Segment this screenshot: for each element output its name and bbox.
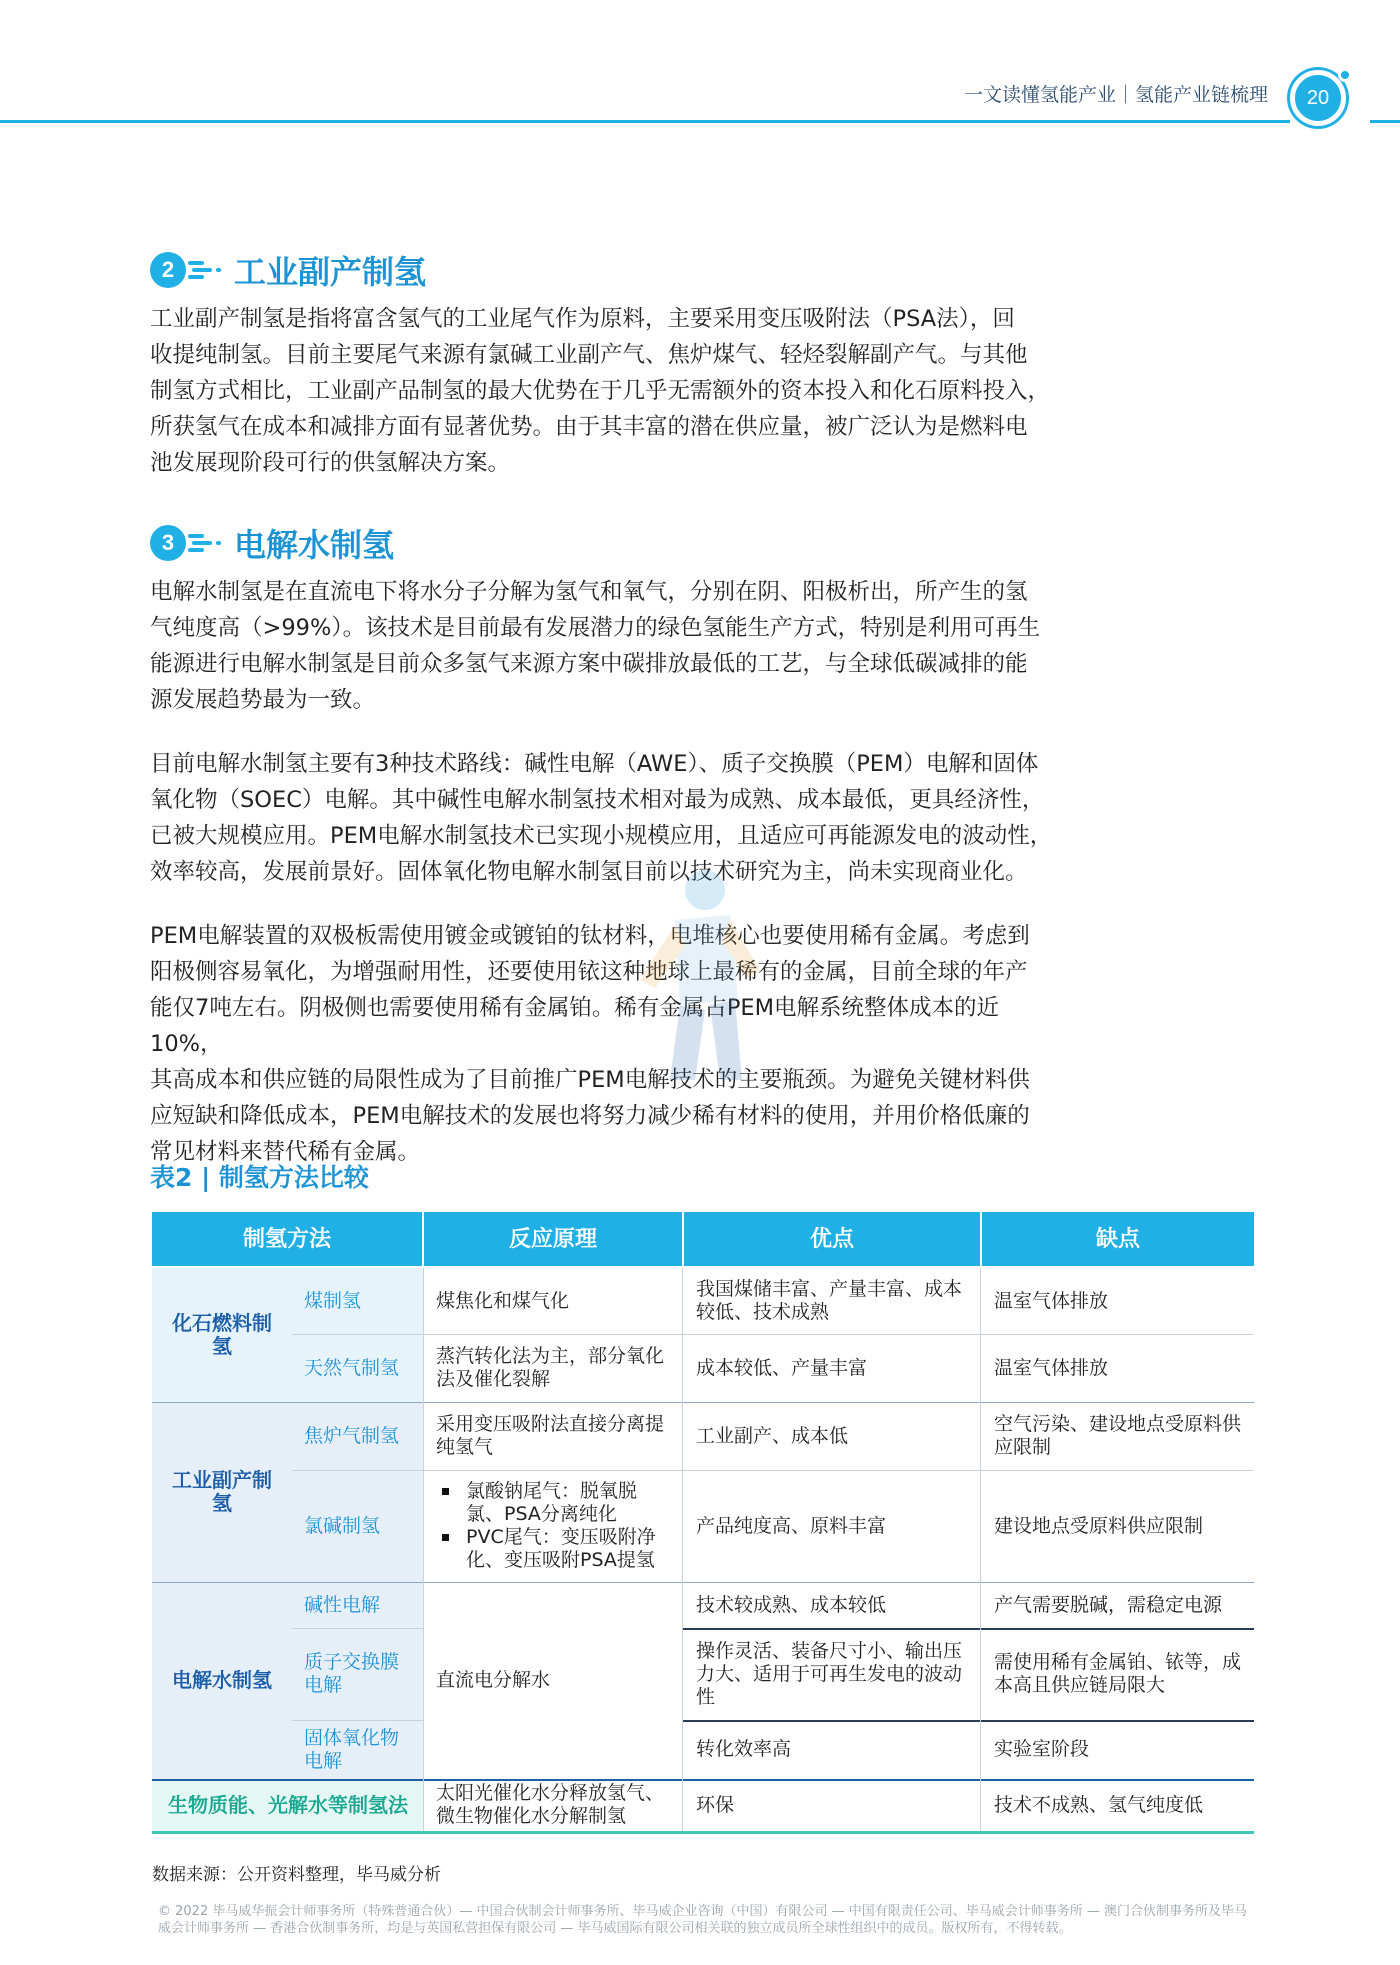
row-soec-method: 固体氧化物电解 (304, 1726, 400, 1772)
header-rule (0, 120, 1290, 123)
row-chlor-cons: 建设地点受原料供应限制 (994, 1514, 1204, 1537)
section-title: 工业副产制氢 (234, 253, 427, 291)
group-label-electrolysis: 电解水制氢 (172, 1668, 272, 1692)
text-line: 收提纯制氢。目前主要尾气来源有氯碱工业副产气、焦炉煤气、轻烃裂解副产气。与其他 (150, 342, 1028, 368)
group-divider (152, 1779, 1254, 1781)
text-line: 源发展趋势最为一致。 (150, 687, 376, 713)
row-awe-pros: 技术较成熟、成本较低 (696, 1593, 887, 1616)
row-soec-pros: 转化效率高 (696, 1738, 792, 1760)
row-awe-cons: 产气需要脱碱，需稳定电源 (994, 1593, 1223, 1616)
page-number-badge (1290, 70, 1346, 126)
section3-paragraph-3 (150, 918, 1065, 1170)
page-number: 20 (1306, 86, 1330, 109)
group-divider (152, 1582, 1254, 1583)
column-divider (980, 1268, 981, 1831)
electrolysis-principle: 直流电分解水 (436, 1669, 551, 1691)
row-awe-method: 碱性电解 (304, 1593, 381, 1616)
row-gas-cons: 温室气体排放 (994, 1356, 1109, 1379)
group-label-industrial: 工业副产制氢 (172, 1468, 272, 1515)
table-header-method: 制氢方法 (152, 1212, 422, 1266)
text-line: 应短缺和降低成本，PEM电解技术的发展也将努力减少稀有材料的使用，并用价格低廉的 (150, 1103, 1030, 1129)
row-bio-cons: 技术不成熟、氢气纯度低 (994, 1793, 1204, 1816)
text-line: 目前电解水制氢主要有3种技术路线：碱性电解（AWE）、质子交换膜（PEM）电解和固体 (150, 751, 1039, 777)
row-coal-cons: 温室气体排放 (994, 1289, 1109, 1312)
text-line: 工业副产制氢是指将富含氢气的工业尾气作为原料，主要采用变压吸附法（PSA法），回 (150, 306, 1015, 332)
row-pem-cons: 需使用稀有金属铂、铱等，成本高且供应链局限大 (994, 1651, 1242, 1696)
text-line: 阳极侧容易氧化，为增强耐用性，还要使用铱这种地球上最稀有的金属，目前全球的年产 (150, 959, 1028, 985)
row-divider (292, 1334, 1254, 1335)
text-line: 其高成本和供应链的局限性成为了目前推广PEM电解技术的主要瓶颈。为避免关键材料供 (150, 1067, 1030, 1093)
table-title: 表2 | 制氢方法比较 (150, 1163, 369, 1192)
row-bio-principle: 太阳光催化水分释放氢气、微生物催化水分解制氢 (436, 1782, 665, 1827)
row-divider (682, 1628, 1254, 1630)
speed-lines-icon (182, 525, 230, 561)
row-divider (292, 1628, 424, 1629)
header-rule-right (1370, 120, 1400, 123)
row-coal-principle: 煤焦化和煤气化 (436, 1289, 570, 1312)
column-divider (682, 1268, 683, 1831)
text-line: 池发展现阶段可行的供氢解决方案。 (150, 450, 511, 476)
text-line: 常见材料来替代稀有金属。 (150, 1139, 421, 1165)
section2-paragraph (150, 301, 1065, 481)
section-title: 电解水制氢 (234, 526, 395, 564)
text-line: 所获氢气在成本和减排方面有显著优势。由于其丰富的潜在供应量，被广泛认为是燃料电 (150, 414, 1028, 440)
text-line: 能仅7吨左右。阴极侧也需要使用稀有金属铂。稀有金属占PEM电解系统整体成本的近10%， (150, 995, 1000, 1057)
row-coke-method: 焦炉气制氢 (304, 1424, 400, 1447)
bullet-item: PVC尾气：变压吸附净化、变压吸附PSA提氢 (436, 1526, 670, 1572)
column-divider (423, 1268, 424, 1831)
text-line: 效率较高，发展前景好。固体氧化物电解水制氢目前以技术研究为主，尚未实现商业化。 (150, 859, 1028, 885)
section3-paragraph-1 (150, 574, 1065, 718)
row-chlor-principle (424, 1470, 682, 1582)
section-number: 2 (150, 252, 186, 288)
text-line: PEM电解装置的双极板需使用镀金或镀铂的钛材料，电堆核心也要使用稀有金属。考虑到 (150, 923, 1030, 949)
row-coke-principle: 采用变压吸附法直接分离提纯氢气 (436, 1413, 665, 1458)
copyright-notice: © 2022 毕马威华振会计师事务所（特殊普通合伙）— 中国合伙制会计师事务所、毕马威企业咨询（中国）有限公司 — 中国有限责任公司、毕马威会计师事务所 — 澳门合伙制事务所及毕马威会计师事务所 — 香港合伙制事务所，均是与英国私营担保有限公司 — 毕马威国际有限公司相关联的独立成员所全球性组织中的成员。版权所有，不得转载。 (158, 1904, 1248, 1936)
row-divider (292, 1470, 1254, 1471)
text-line: 气纯度高（>99%）。该技术是目前最有发展潜力的绿色氢能生产方式，特别是利用可再生 (150, 615, 1041, 641)
table-header-cons: 缺点 (982, 1212, 1254, 1266)
text-line: 能源进行电解水制氢是目前众多氢气来源方案中碳排放最低的工艺，与全球低碳减排的能 (150, 651, 1028, 677)
group-label-bio: 生物质能、光解水等制氢法 (168, 1792, 408, 1817)
data-source-note: 数据来源：公开资料整理，毕马威分析 (152, 1865, 441, 1885)
row-bio-pros: 环保 (696, 1793, 735, 1816)
row-divider (682, 1720, 1254, 1722)
table-header-pros: 优点 (684, 1212, 980, 1266)
row-gas-principle: 蒸汽转化法为主，部分氧化法及催化裂解 (436, 1345, 665, 1390)
row-coke-pros: 工业副产、成本低 (696, 1424, 849, 1447)
row-coal-method: 煤制氢 (304, 1289, 362, 1312)
group-label-fossil: 化石燃料制氢 (172, 1311, 272, 1358)
watermark-figure-icon (620, 860, 770, 1090)
section3-paragraph-2 (150, 746, 1065, 890)
section-heading-3 (150, 520, 394, 566)
group-divider (152, 1402, 1254, 1403)
row-divider (292, 1720, 424, 1721)
text-line: 氧化物（SOEC）电解。其中碱性电解水制氢技术相对最为成熟、成本最低，更具经济性， (150, 787, 1045, 813)
principle-bullet-list (436, 1480, 670, 1572)
page-badge-dot (1338, 68, 1352, 82)
row-pem-method: 质子交换膜电解 (304, 1651, 400, 1696)
table-header-principle: 反应原理 (424, 1212, 682, 1266)
section-heading-2 (150, 247, 426, 293)
row-pem-pros: 操作灵活、装备尺寸小、输出压力大、适用于可再生发电的波动性 (696, 1639, 963, 1708)
header-title: 一文读懂氢能产业｜氢能产业链梳理 (963, 84, 1268, 106)
row-gas-method: 天然气制氢 (304, 1356, 400, 1379)
row-soec-cons: 实验室阶段 (994, 1738, 1090, 1760)
text-line: 已被大规模应用。PEM电解水制氢技术已实现小规模应用，且适应可再能源发电的波动性， (150, 823, 1053, 849)
row-coke-cons: 空气污染、建设地点受原料供应限制 (994, 1413, 1242, 1458)
row-chlor-pros: 产品纯度高、原料丰富 (696, 1514, 887, 1537)
text-line: 电解水制氢是在直流电下将水分子分解为氢气和氧气，分别在阴、阳极析出，所产生的氢 (150, 579, 1028, 605)
bullet-item: 氯酸钠尾气：脱氧脱氯、PSA分离纯化 (436, 1480, 670, 1526)
row-coal-pros: 我国煤储丰富、产量丰富、成本较低、技术成熟 (696, 1278, 963, 1323)
comparison-table (152, 1212, 1254, 1834)
section-number: 3 (150, 525, 186, 561)
speed-lines-icon (182, 252, 230, 288)
row-chlor-method: 氯碱制氢 (304, 1514, 381, 1537)
row-gas-pros: 成本较低、产量丰富 (696, 1356, 868, 1379)
table-bottom-rule (152, 1831, 1254, 1834)
text-line: 制氢方式相比，工业副产品制氢的最大优势在于几乎无需额外的资本投入和化石原料投入， (150, 378, 1051, 404)
